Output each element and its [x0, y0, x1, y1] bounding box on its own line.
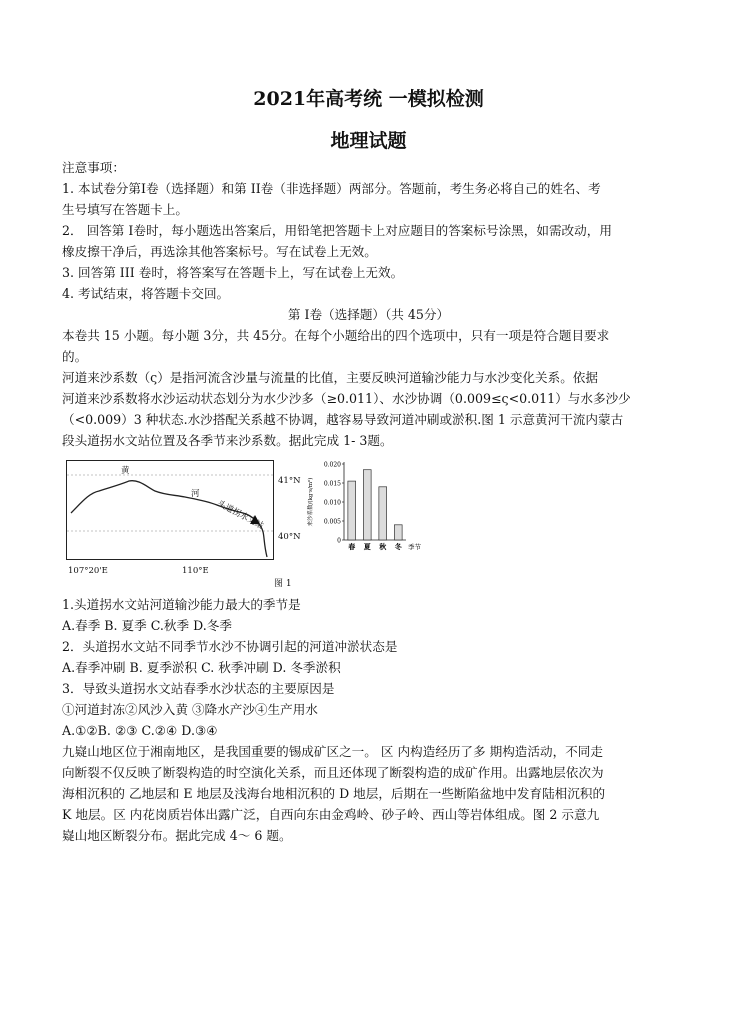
- y-tick-label: 0.020: [323, 461, 341, 469]
- passage-line: 段头道拐水文站位置及各季节来沙系数。据此完成 1- 3题。: [62, 433, 393, 448]
- lon-label: 110°E: [182, 566, 209, 576]
- river-map: [66, 460, 274, 560]
- question-text: 3．导致头道拐水文站春季水沙状态的主要原因是: [62, 681, 335, 696]
- passage-line: K 地层。区 内花岗质岩体出露广泛，自西向东由金鸡岭、砂子岭、西山等岩体组成。图 2 示意九: [62, 807, 600, 822]
- section-intro: 的。: [62, 349, 88, 364]
- river-label: 河: [191, 489, 200, 499]
- notes-heading: 注意事项：: [62, 160, 125, 175]
- passage-line: 河道来沙系数（ς）是指河流含沙量与流量的比值，主要反映河道输沙能力与水沙变化关系。依据: [62, 370, 598, 385]
- note-line: 3. 回答第 III 卷时，将答案写在答题卡上，写在试卷上无效。: [62, 265, 404, 280]
- lat-label: 41°N: [278, 476, 301, 486]
- y-tick-label: 0.005: [323, 518, 341, 526]
- question-statements: ①河道封冻②风沙入黄 ③降水产沙④生产用水: [62, 702, 318, 717]
- note-line: 1. 本试卷分第I卷（选择题）和第 II卷（非选择题）两部分。答题前，考生务必将自己的姓名、考: [62, 181, 601, 196]
- note-line: 橡皮擦干净后，再选涂其他答案标号。写在试卷上无效。: [62, 244, 377, 259]
- y-tick-label: 0: [337, 537, 341, 545]
- bar: [363, 470, 371, 540]
- section-intro: 本卷共 15 小题。每小题 3分，共 45分。在每个小题给出的四个选项中，只有一项是符合题目要求: [62, 328, 610, 343]
- x-tick-label: 春: [348, 542, 356, 551]
- lon-label: 107°20'E: [68, 566, 108, 576]
- passage-line: 嶷山地区断裂分布。据此完成 4～ 6 题。: [62, 828, 292, 843]
- note-line: 2． 回答第 I卷时，每小题选出答案后，用铅笔把答题卡上对应题目的答案标号涂黑，如需改动，用: [62, 223, 612, 238]
- exam-title: 2021年高考统 一模拟检测: [253, 88, 484, 110]
- figure-1: [66, 456, 436, 590]
- x-tick-label: 秋: [379, 542, 387, 551]
- bar: [394, 525, 402, 540]
- y-tick-label: 0.010: [323, 499, 341, 507]
- passage-line: 九嶷山地区位于湘南地区，是我国重要的锡成矿区之一。 区 内构造经历了多 期构造活动，不同走: [62, 744, 603, 759]
- y-tick-label: 0.015: [323, 480, 341, 488]
- question-options: A.春季冲刷 B. 夏季淤积 C. 秋季冲刷 D. 冬季淤积: [62, 660, 341, 675]
- river-label: 黄: [121, 466, 130, 476]
- x-tick-label: 冬: [394, 542, 402, 551]
- station-label: 头道拐水文站: [215, 498, 266, 532]
- question-text: 2．头道拐水文站不同季节水沙不协调引起的河道冲淤状态是: [62, 639, 398, 654]
- note-line: 生号填写在答题卡上。: [62, 202, 188, 217]
- note-line: 4. 考试结束，将答题卡交回。: [62, 286, 230, 301]
- passage-line: 向断裂不仅反映了断裂构造的时空演化关系，而且还体现了断裂构造的成矿作用。出露地层依次为: [62, 765, 604, 780]
- passage-line: （<0.009）3 种状态.水沙搭配关系越不协调，越容易导致河道冲刷或淤积.图 1 示意黄河干流内蒙古: [62, 412, 624, 427]
- x-axis-label: 季节: [408, 543, 421, 551]
- question-options: A.春季 B. 夏季 C.秋季 D.冬季: [62, 618, 232, 633]
- figure-caption: 图 1: [274, 579, 292, 589]
- question-options: A.①②B. ②③ C.②④ D.③④: [62, 723, 218, 738]
- x-tick-label: 夏: [363, 542, 371, 551]
- bar: [348, 481, 356, 540]
- passage-line: 河道来沙系数将水沙运动状态划分为水少沙多（≥0.011）、水沙协调（0.009≤ς<0.011）与水多沙少: [62, 391, 631, 406]
- y-axis-label: 来沙系数/(kg·s/m⁶): [308, 477, 314, 527]
- exam-subtitle: 地理试题: [330, 130, 407, 152]
- bar: [379, 487, 387, 540]
- section-heading: 第 I卷（选择题）（共 45分）: [287, 307, 450, 322]
- question-text: 1.头道拐水文站河道输沙能力最大的季节是: [62, 597, 301, 612]
- sand-coefficient-chart: [304, 456, 436, 560]
- passage-line: 海相沉积的 乙地层和 E 地层及浅海台地相沉积的 D 地层，后期在一些断陷盆地中发育陆相沉积的: [62, 786, 606, 801]
- lat-label: 40°N: [278, 532, 301, 542]
